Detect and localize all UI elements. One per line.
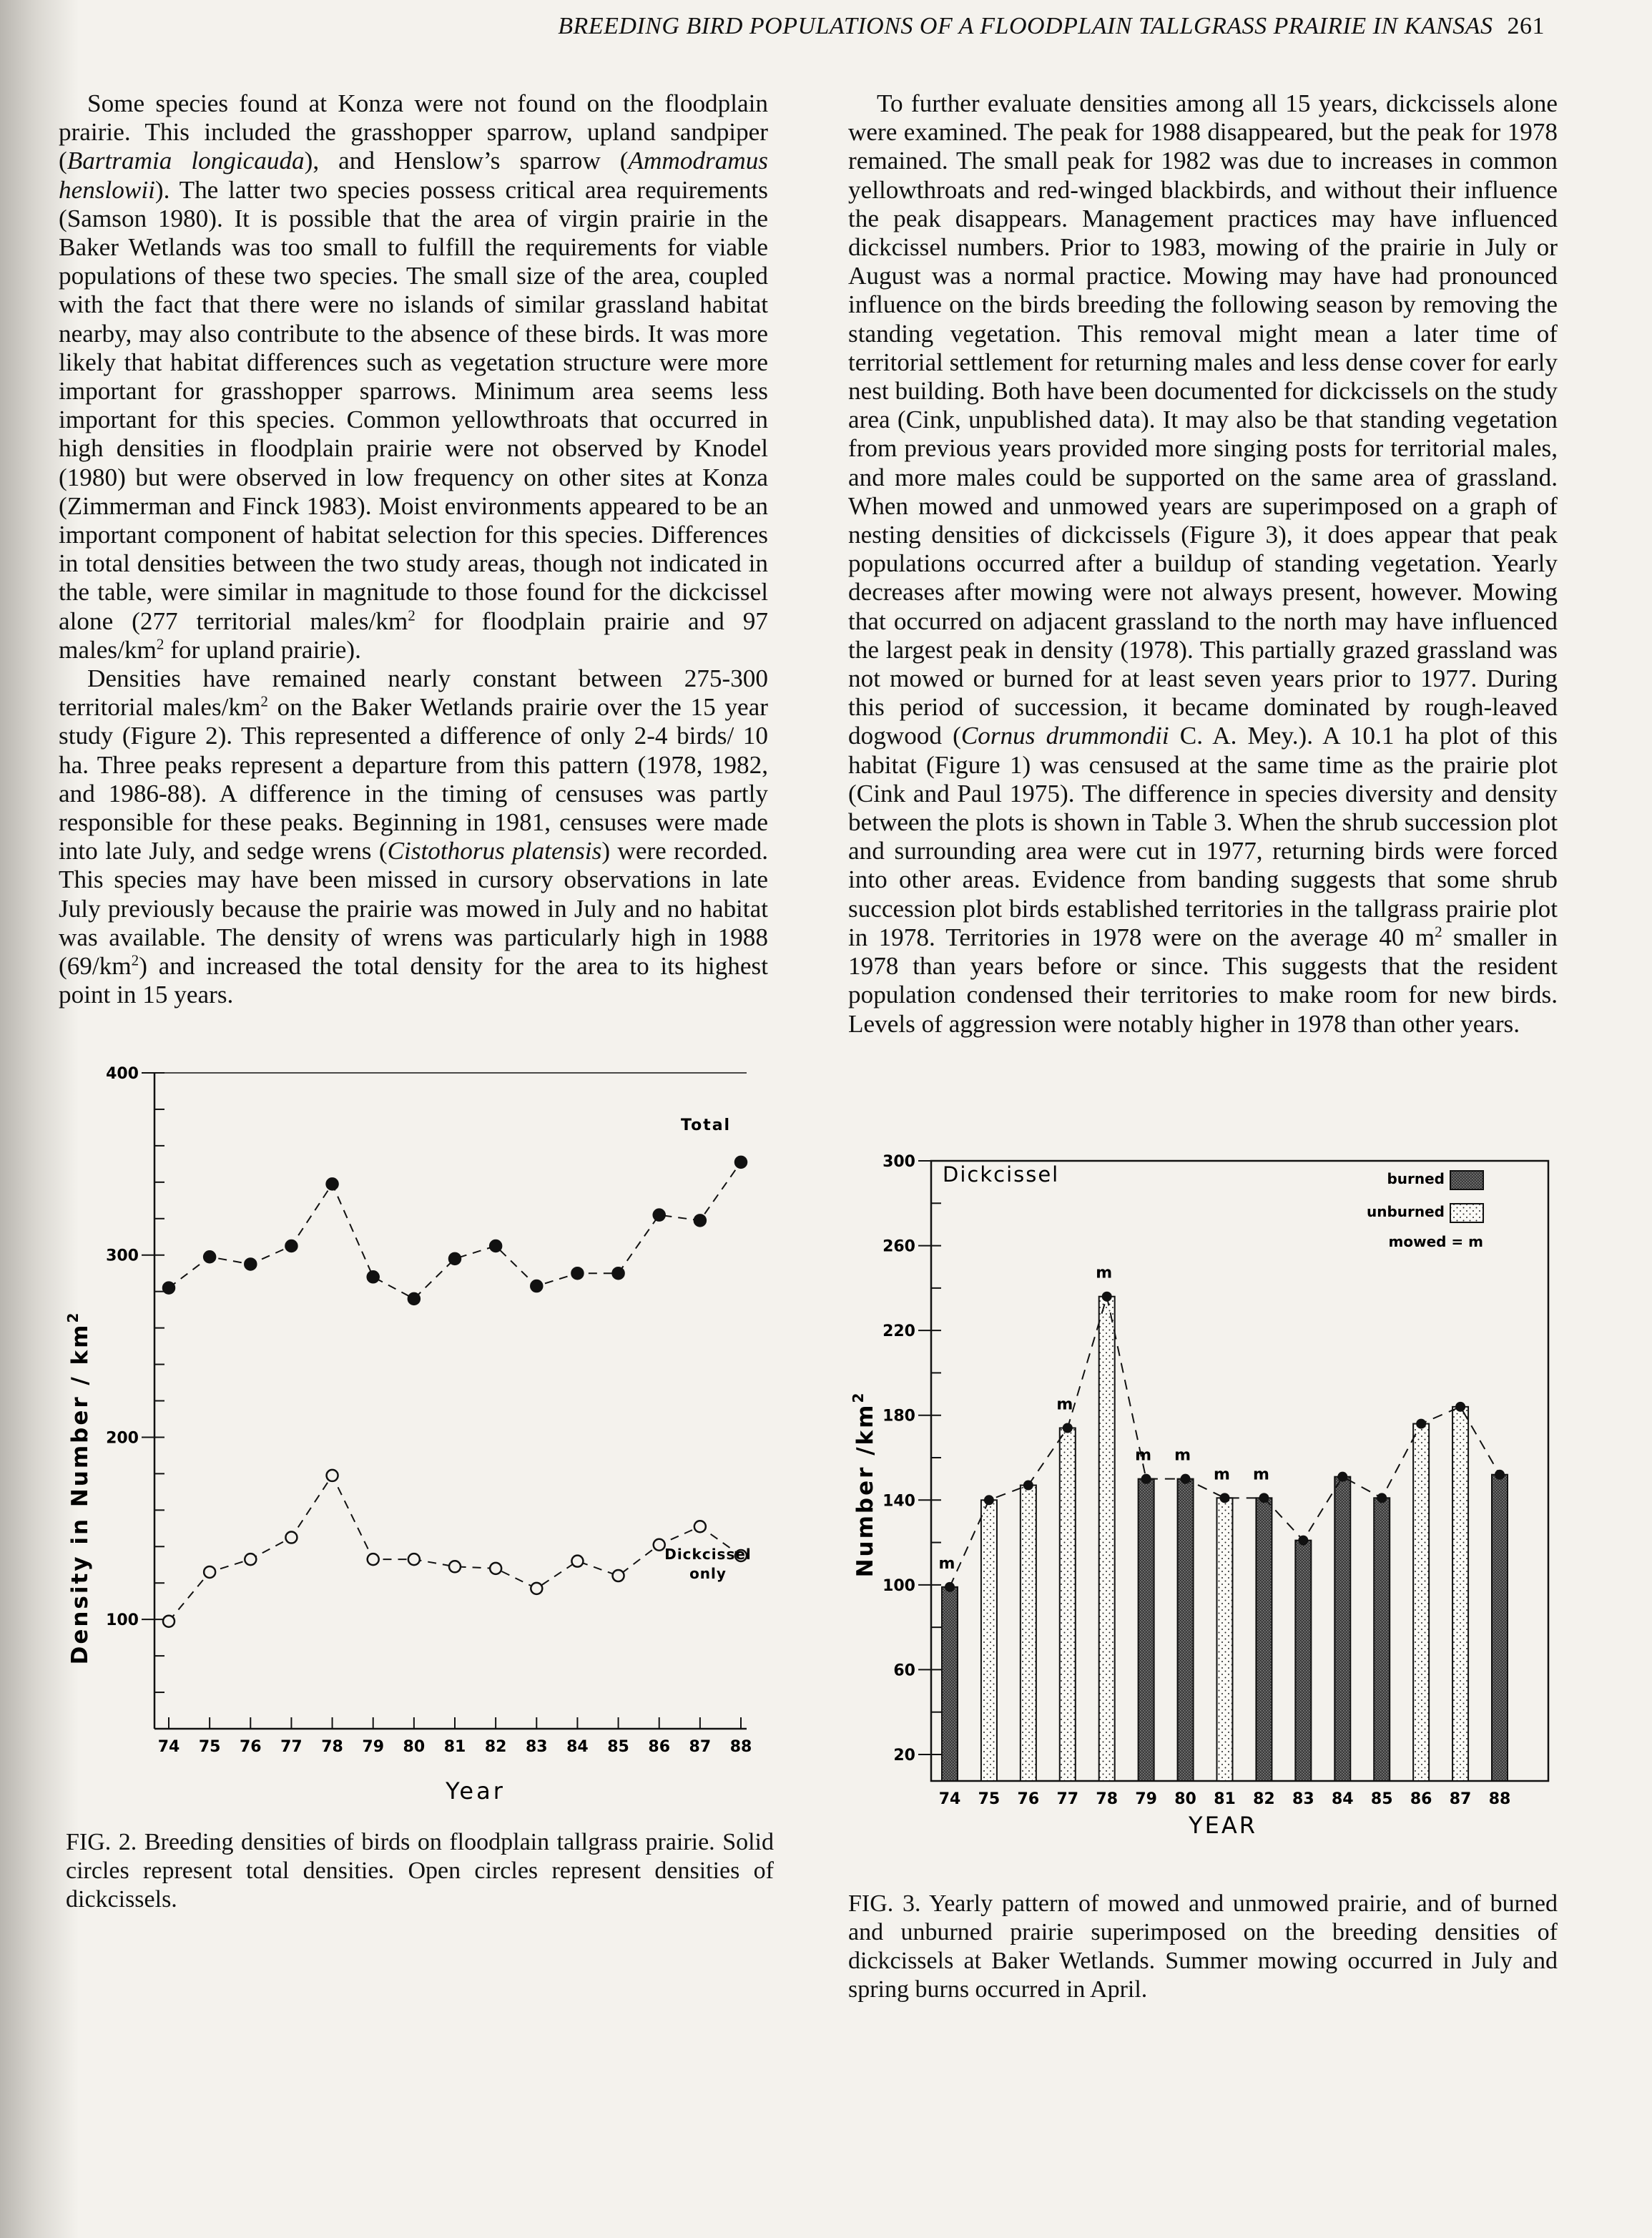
fig2-x-tick-label: 84 [566,1738,589,1756]
fig3-mowed-marker: m [1252,1466,1269,1484]
fig3-x-tick-label: 74 [938,1790,961,1808]
fig3-x-tick-label: 83 [1292,1790,1314,1808]
fig3-ylabel: Number $/km^2$ [850,1390,878,1578]
fig2-total-point [285,1240,297,1252]
fig2-y-tick-label: 400 [106,1065,139,1083]
fig3-bar-unburned [1217,1498,1233,1781]
fig3-bar-top-point [984,1495,994,1505]
fig3-bar-unburned [1021,1486,1036,1781]
superscript: 2 [408,606,416,624]
fig2-x-tick-label: 80 [403,1738,426,1756]
fig3-x-tick-label: 77 [1056,1790,1079,1808]
fig2-y-tick-label: 100 [106,1611,139,1630]
fig3-x-tick-label: 88 [1488,1790,1511,1808]
fig3-x-tick-label: 86 [1410,1790,1432,1808]
text-run: for upland prairie). [164,635,361,664]
fig2-ticks [106,1065,752,1756]
text-run: ), and Henslow’s sparrow ( [304,147,629,175]
fig2-total-point [368,1271,379,1282]
figure-3-caption: FIG. 3. Yearly pattern of mowed and unmowed prairie, and of burned and unburned prairie superimposed on the breeding densities of dickcissels at Baker Wetlands. Summer mowing occurred in July and spring burns occurred in April. [848,1890,1558,2003]
fig3-y-tick-label: 260 [882,1237,915,1256]
fig2-dickcissel-point [654,1539,665,1551]
fig2-total-point [654,1209,665,1221]
text-run: smaller in 1978 than years before or since. This suggests that the resident population condensed their territories to make room for new birds. Levels of aggression were notably higher in 1978 than other years. [848,923,1558,1038]
fig2-dickcissel-point [571,1556,583,1567]
fig3-bar-top-point [1455,1402,1465,1412]
fig3-bar-burned [1492,1475,1508,1781]
fig2-ylabel: Density in Number / $km^2$ [64,1310,93,1665]
fig2-total-point [245,1258,256,1270]
fig2-y-tick-label: 200 [106,1429,139,1448]
fig3-x-tick-label: 75 [978,1790,1000,1808]
running-title: BREEDING BIRD POPULATIONS OF A FLOODPLAIN TALLGRASS PRAIRIE IN KANSAS [558,13,1493,39]
superscript: 2 [1435,923,1442,941]
fig2-dickcissel-point [327,1470,338,1481]
fig2-dickcissel-point [694,1521,706,1532]
fig3-bar-top-point [1181,1474,1191,1484]
text-run: C. A. Mey.). A 10.1 ha plot of this habitat (Figure 1) was censused at the same time as the prairie plot (Cink and Paul 1975). The difference in species diversity and density between the plots is shown in Table 3. When the shrub succession plot and surrounding area were cut in 1977, returning birds were forced into other areas. Evidence from banding suggests that some shrub succession plot birds established territories in the tallgrass prairie plot in 1978. Territories in 1978 were on the average 40 m [848,722,1558,951]
fig2-total-point [531,1280,542,1292]
fig2-dickcissel-only-label: only [689,1565,727,1582]
fig2-total-point [735,1157,747,1168]
fig3-bar-unburned [1413,1424,1429,1781]
superscript: 2 [156,635,164,653]
fig3-y-tick-label: 300 [882,1153,915,1171]
figure-2-caption: FIG. 2. Breeding densities of birds on floodplain tallgrass prairie. Solid circles represent total densities. Open circles represent densities of dickcissels. [66,1829,774,1913]
legend-unburned-label: unburned [1366,1203,1445,1220]
fig3-bar-top-point [1141,1474,1151,1484]
text-run: Densities have remained nearly constant between 275-300 territorial males/km [59,664,768,722]
species-name: Bartramia longicauda [67,147,305,175]
fig3-bars [942,1297,1508,1781]
fig2-points [163,1157,747,1627]
fig2-line-total [169,1162,741,1299]
fig3-bar-burned [1139,1479,1154,1781]
fig2-x-tick-label: 75 [198,1738,221,1756]
fig2-series-lines [169,1162,741,1621]
fig3-xlabel: YEAR [1189,1812,1257,1839]
species-name: Cornus drummondii [960,722,1169,750]
fig3-title: Dickcissel [943,1162,1060,1187]
running-header [429,13,1545,40]
fig3-bar-top-point [1416,1419,1426,1429]
fig2-total-point [408,1293,420,1305]
fig2-dickcissel-point [613,1570,624,1581]
fig3-y-tick-label: 220 [882,1322,915,1341]
text-run: To further evaluate densities among all 15 years, dickcissels alone were examined. The peak for 1988 disappeared, but the peak for 1978 remained. The small peak for 1982 was due to increases in common yellowthroats and red-winged blackbirds, and without their influence the peak disappears. Management practices may have influenced dickcissel numbers. Prior to 1983, mowing of the prairie in July or August was a normal practice. Mowing may have had pronounced influence on the birds breeding the following season by removing the standing vegetation. This removal might mean a later time of territorial settlement for returning males and less dense cover for early nest building. Both have been documented for dickcissels on the study area (Cink, unpublished data). It may also be that standing vegetation from previous years provided more singing posts for territorial males, and more males could be supported on the same area of grassland. When mowed and unmowed years are superimposed on a graph of nesting densities of dickcissels (Figure 3), it does appear that peak populations occurred after a buildup of standing vegetation. Yearly decreases after mowing were not always present, however. Mowing that occurred on adjacent grassland to the north may have influenced the largest peak in density (1978). This partially grazed grassland was not mowed or burned for at least seven years prior to 1977. During this period of succession, it became dominated by rough-leaved dogwood ( [848,89,1558,750]
fig3-bar-burned [942,1587,958,1781]
fig2-x-tick-label: 78 [321,1738,343,1756]
fig3-bar-burned [1256,1498,1272,1781]
left-text-column [59,89,768,1010]
fig3-x-tick-label: 84 [1331,1790,1354,1808]
fig2-dickcissel-point [204,1566,215,1578]
fig2-dickcissel-point [285,1532,297,1543]
fig3-bar-burned [1178,1479,1194,1781]
fig2-dickcissel-point [531,1583,542,1594]
fig2-xlabel: Year [446,1777,506,1805]
fig3-bar-burned [1295,1541,1311,1781]
fig3-legend [1367,1170,1483,1250]
fig2-y-tick-label: 300 [106,1247,139,1265]
fig2-dickcissel-label: Dickcissel [664,1546,752,1563]
fig3-y-tick-label: 60 [893,1662,915,1680]
superscript: 2 [260,692,268,710]
superscript: 2 [131,951,139,969]
right-text-column [848,89,1558,1039]
fig3-mowed-marker: m [1174,1446,1191,1465]
fig3-bar-top-point [1337,1472,1347,1482]
fig2-x-tick-label: 77 [280,1738,303,1756]
fig3-x-tick-label: 80 [1174,1790,1196,1808]
fig3-bar-unburned [1060,1428,1076,1782]
fig2-axes [154,1073,747,1729]
fig3-bar-top-point [945,1582,955,1592]
fig3-x-tick-label: 78 [1096,1790,1118,1808]
fig3-bar-burned [1374,1498,1390,1781]
fig3-bar-top-point [1063,1423,1073,1433]
fig2-dickcissel-point [490,1563,501,1574]
left-paragraph-1 [59,89,768,664]
text-run: Some species found at Konza were not found on the floodplain prairie. This included the grasshopper sparrow, upland sandpiper ( [59,89,768,175]
fig3-y-tick-label: 100 [882,1576,915,1595]
fig3-bar-unburned [1452,1407,1468,1781]
fig2-total-point [571,1267,583,1279]
fig3-bar-top-point [1220,1493,1230,1503]
fig2-total-point [163,1282,174,1294]
fig3-mowed-marker: m [938,1554,955,1573]
fig3-x-tick-label: 76 [1017,1790,1040,1808]
fig2-dickcissel-point [408,1554,420,1565]
legend-burned-swatch [1450,1171,1483,1189]
fig2-x-tick-label: 76 [239,1738,262,1756]
fig3-x-tick-label: 87 [1449,1790,1472,1808]
fig3-bar-top-point [1023,1481,1033,1491]
fig2-x-tick-label: 82 [484,1738,507,1756]
fig3-y-tick-label: 180 [882,1407,915,1425]
fig2-x-tick-label: 88 [729,1738,752,1756]
figure-3-bar-chart [844,1148,1559,1863]
fig2-x-tick-label: 83 [525,1738,548,1756]
fig3-mowed-marker: m [1214,1466,1230,1484]
fig2-dickcissel-point [368,1554,379,1565]
fig2-total-point [613,1267,624,1279]
fig3-bar-top-point [1298,1536,1308,1546]
fig3-mowed-marker: m [1135,1446,1152,1465]
fig2-x-tick-label: 81 [443,1738,466,1756]
fig2-total-label: Total [681,1116,732,1134]
fig3-bar-unburned [981,1500,997,1781]
text-run: ) were recorded. This species may have been missed in cursory observations in late July previously because the prairie was mowed in July and no habitat was available. The density of wrens was particularly high in 1988 (69/km [59,837,769,981]
fig2-total-point [490,1240,501,1252]
fig3-mowed-marker: m [1096,1264,1113,1282]
legend-burned-label: burned [1387,1170,1445,1187]
fig2-total-point [694,1214,706,1226]
legend-mowed-label: mowed = m [1388,1233,1483,1250]
fig2-total-point [204,1251,215,1262]
fig3-bar-top-point [1377,1493,1387,1503]
fig3-x-tick-label: 81 [1214,1790,1236,1808]
fig3-y-tick-label: 140 [882,1492,915,1511]
fig3-x-tick-label: 79 [1135,1790,1157,1808]
text-run: ) and increased the total density for the area to its highest point in 15 years. [59,952,768,1009]
text-run: for floodplain prairie and 97 males/km [59,607,768,664]
species-name: Cistothorus platensis [387,837,602,865]
text-run: on the Baker Wetlands prairie over the 15 year study (Figure 2). This represented a difference of only 2-4 birds/ 10 ha. Three peaks represent a departure from this pattern (1978, 1982, and 1986-88). A difference in the timing of censuses was partly responsible for these peaks. Beginning in 1981, censuses were made into late July, and sedge wrens ( [59,693,768,865]
species-name: Ammodramus henslowii [59,147,769,204]
fig3-bar-top-point [1495,1470,1505,1480]
fig2-dickcissel-point [245,1554,256,1565]
legend-unburned-swatch [1450,1204,1483,1222]
fig3-y-tick-label: 20 [893,1747,915,1765]
fig3-x-tick-label: 82 [1253,1790,1275,1808]
fig2-x-tick-label: 79 [362,1738,385,1756]
fig2-x-tick-label: 86 [648,1738,671,1756]
fig2-x-tick-label: 87 [689,1738,712,1756]
fig3-bar-burned [1334,1477,1350,1781]
right-paragraph-1 [848,89,1558,1039]
text-run: ). The latter two species possess critical area requirements (Samson 1980). It is possible that the area of virgin prairie in the Baker Wetlands was too small to fulfill the requirements for viable populations of these two species. The small size of the area, coupled with the fact that there were no islands of similar grassland habitat nearby, may also contribute to the absence of these birds. It was more likely that habitat differences such as vegetation structure were more important for grasshopper sparrows. Minimum area seems less important for this species. Common yellowthroats that occurred in high densities in floodplain prairie were not observed by Knodel (1980) but were observed in low frequency on other sites at Konza (Zimmerman and Finck 1983). Moist environments appeared to be an important component of habitat selection for this species. Differences in total densities between the two study areas, though not indicated in the table, were similar in magnitude to those found for the dickcissel alone (277 territorial males/km [59,175,768,635]
fig2-x-tick-label: 74 [157,1738,180,1756]
fig2-dickcissel-point [163,1616,174,1627]
page-number: 261 [1507,13,1545,39]
fig3-x-tick-label: 85 [1370,1790,1393,1808]
figure-2-line-chart [64,1059,780,1817]
fig3-bar-unburned [1099,1297,1115,1781]
fig2-total-point [327,1178,338,1189]
fig3-bar-top-point [1102,1292,1112,1302]
fig2-total-point [449,1253,461,1265]
fig3-bar-top-point [1259,1493,1269,1503]
left-paragraph-2 [59,664,768,1009]
fig2-x-tick-label: 85 [607,1738,629,1756]
fig3-mowed-marker: m [1056,1395,1073,1414]
fig2-dickcissel-point [449,1561,461,1572]
